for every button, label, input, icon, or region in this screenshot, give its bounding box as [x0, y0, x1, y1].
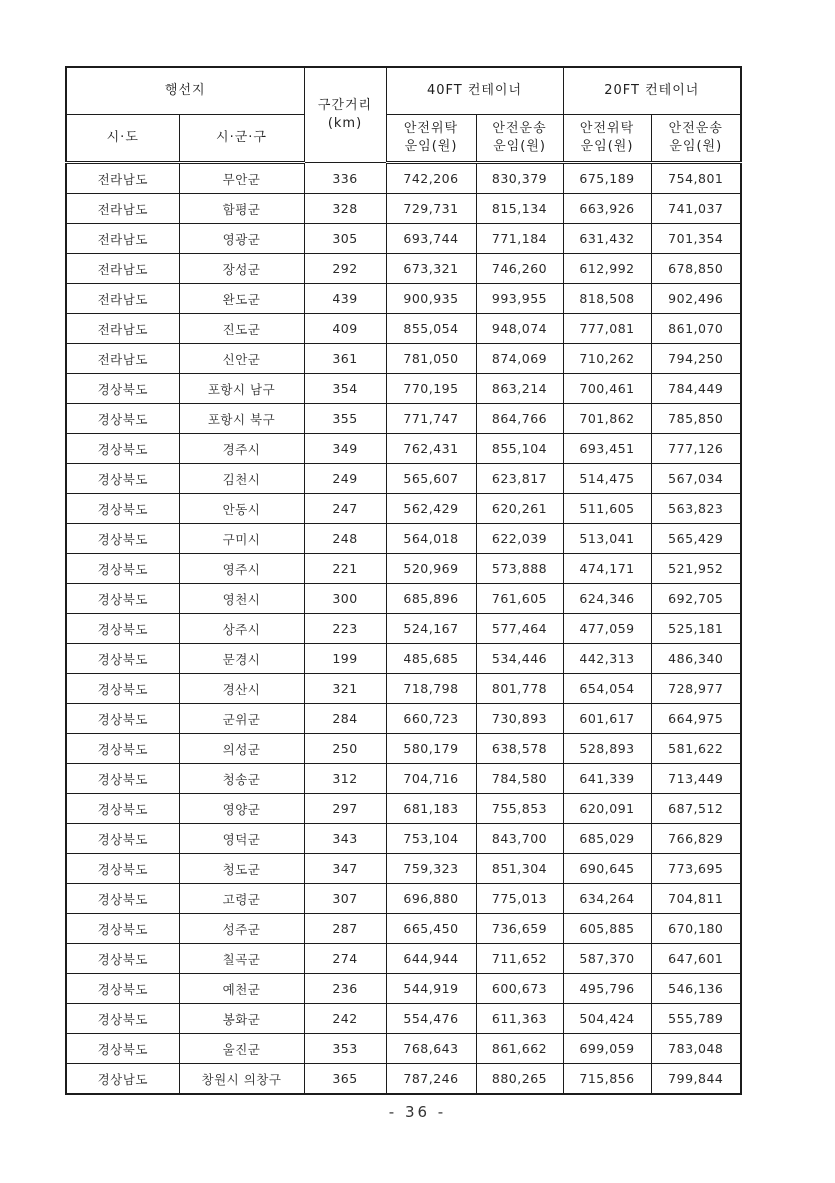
- cell-20ft-transport-fare: 777,126: [651, 434, 741, 464]
- cell-40ft-transport-fare: 784,580: [476, 764, 563, 794]
- cell-distance-km: 307: [304, 884, 386, 914]
- table-row: [66, 944, 741, 974]
- table-row: [66, 974, 741, 1004]
- cell-20ft-transport-fare: 861,070: [651, 314, 741, 344]
- cell-20ft-transport-fare: 902,496: [651, 284, 741, 314]
- cell-20ft-transport-fare: 546,136: [651, 974, 741, 1004]
- cell-distance-km: 349: [304, 434, 386, 464]
- cell-40ft-consign-fare: 644,944: [386, 944, 476, 974]
- cell-40ft-transport-fare: 600,673: [476, 974, 563, 1004]
- cell-40ft-consign-fare: 742,206: [386, 163, 476, 194]
- cell-20ft-consign-fare: 663,926: [563, 194, 651, 224]
- cell-district: 안동시: [179, 494, 304, 524]
- header-province: 시·도: [66, 115, 179, 163]
- cell-40ft-transport-fare: 611,363: [476, 1004, 563, 1034]
- cell-district: 무안군: [179, 163, 304, 194]
- cell-district: 의성군: [179, 734, 304, 764]
- cell-20ft-consign-fare: 700,461: [563, 374, 651, 404]
- cell-distance-km: 328: [304, 194, 386, 224]
- cell-district: 상주시: [179, 614, 304, 644]
- table-row: [66, 584, 741, 614]
- cell-40ft-consign-fare: 781,050: [386, 344, 476, 374]
- table-row: [66, 1064, 741, 1095]
- table-row: [66, 314, 741, 344]
- cell-20ft-consign-fare: 690,645: [563, 854, 651, 884]
- header-distance-line2: (km): [327, 116, 363, 131]
- cell-district: 진도군: [179, 314, 304, 344]
- cell-40ft-consign-fare: 544,919: [386, 974, 476, 1004]
- cell-province: 전라남도: [66, 224, 179, 254]
- cell-district: 청도군: [179, 854, 304, 884]
- cell-province: 전라남도: [66, 314, 179, 344]
- cell-20ft-transport-fare: 521,952: [651, 554, 741, 584]
- cell-20ft-transport-fare: 555,789: [651, 1004, 741, 1034]
- header-20ft-consign-fare: [563, 115, 651, 163]
- cell-distance-km: 361: [304, 344, 386, 374]
- cell-province: 경상북도: [66, 374, 179, 404]
- cell-40ft-transport-fare: 948,074: [476, 314, 563, 344]
- cell-distance-km: 355: [304, 404, 386, 434]
- table-row: [66, 674, 741, 704]
- cell-province: 전라남도: [66, 284, 179, 314]
- cell-20ft-consign-fare: 701,862: [563, 404, 651, 434]
- cell-distance-km: 250: [304, 734, 386, 764]
- cell-distance-km: 300: [304, 584, 386, 614]
- cell-20ft-consign-fare: 624,346: [563, 584, 651, 614]
- cell-distance-km: 312: [304, 764, 386, 794]
- table-row: [66, 434, 741, 464]
- cell-province: 경상북도: [66, 914, 179, 944]
- cell-20ft-transport-fare: 754,801: [651, 163, 741, 194]
- cell-province: 전라남도: [66, 344, 179, 374]
- cell-40ft-transport-fare: 815,134: [476, 194, 563, 224]
- table-row: [66, 704, 741, 734]
- cell-40ft-transport-fare: 830,379: [476, 163, 563, 194]
- table-row: [66, 554, 741, 584]
- cell-province: 경상북도: [66, 464, 179, 494]
- cell-distance-km: 365: [304, 1064, 386, 1095]
- cell-distance-km: 409: [304, 314, 386, 344]
- table-row: [66, 794, 741, 824]
- cell-40ft-transport-fare: 711,652: [476, 944, 563, 974]
- cell-district: 김천시: [179, 464, 304, 494]
- cell-20ft-transport-fare: 678,850: [651, 254, 741, 284]
- cell-province: 경상북도: [66, 734, 179, 764]
- cell-20ft-consign-fare: 477,059: [563, 614, 651, 644]
- header-destination: 행선지: [66, 67, 304, 115]
- cell-20ft-transport-fare: 701,354: [651, 224, 741, 254]
- cell-province: 경상북도: [66, 974, 179, 1004]
- cell-40ft-consign-fare: 520,969: [386, 554, 476, 584]
- table-row: [66, 764, 741, 794]
- cell-distance-km: 354: [304, 374, 386, 404]
- cell-40ft-transport-fare: 577,464: [476, 614, 563, 644]
- cell-distance-km: 305: [304, 224, 386, 254]
- cell-40ft-transport-fare: 622,039: [476, 524, 563, 554]
- cell-20ft-transport-fare: 741,037: [651, 194, 741, 224]
- cell-distance-km: 284: [304, 704, 386, 734]
- cell-20ft-consign-fare: 601,617: [563, 704, 651, 734]
- cell-20ft-consign-fare: 620,091: [563, 794, 651, 824]
- cell-20ft-transport-fare: 783,048: [651, 1034, 741, 1064]
- cell-distance-km: 223: [304, 614, 386, 644]
- cell-20ft-consign-fare: 474,171: [563, 554, 651, 584]
- cell-distance-km: 287: [304, 914, 386, 944]
- cell-distance-km: 247: [304, 494, 386, 524]
- cell-province: 경상북도: [66, 524, 179, 554]
- cell-40ft-transport-fare: 843,700: [476, 824, 563, 854]
- table-row: [66, 284, 741, 314]
- cell-40ft-transport-fare: 864,766: [476, 404, 563, 434]
- table-row: [66, 224, 741, 254]
- cell-20ft-consign-fare: 442,313: [563, 644, 651, 674]
- cell-district: 구미시: [179, 524, 304, 554]
- cell-20ft-consign-fare: 818,508: [563, 284, 651, 314]
- cell-distance-km: 199: [304, 644, 386, 674]
- cell-district: 영주시: [179, 554, 304, 584]
- cell-distance-km: 274: [304, 944, 386, 974]
- cell-40ft-consign-fare: 762,431: [386, 434, 476, 464]
- table-row: [66, 734, 741, 764]
- table-row: [66, 524, 741, 554]
- cell-20ft-consign-fare: 699,059: [563, 1034, 651, 1064]
- cell-20ft-consign-fare: 715,856: [563, 1064, 651, 1095]
- cell-20ft-consign-fare: 641,339: [563, 764, 651, 794]
- cell-20ft-consign-fare: 612,992: [563, 254, 651, 284]
- cell-40ft-consign-fare: 580,179: [386, 734, 476, 764]
- table-row: [66, 1004, 741, 1034]
- cell-district: 경산시: [179, 674, 304, 704]
- cell-20ft-consign-fare: 631,432: [563, 224, 651, 254]
- cell-district: 문경시: [179, 644, 304, 674]
- cell-20ft-consign-fare: 514,475: [563, 464, 651, 494]
- header-distance: [304, 67, 386, 163]
- cell-40ft-transport-fare: 874,069: [476, 344, 563, 374]
- table-row: [66, 194, 741, 224]
- cell-distance-km: 347: [304, 854, 386, 884]
- cell-20ft-consign-fare: 504,424: [563, 1004, 651, 1034]
- cell-province: 경상북도: [66, 884, 179, 914]
- cell-40ft-consign-fare: 771,747: [386, 404, 476, 434]
- header-transport-line1: 안전운송: [492, 121, 547, 137]
- header-distance-line1: 구간거리: [317, 98, 373, 114]
- table-body: [66, 163, 741, 1095]
- cell-district: 포항시 북구: [179, 404, 304, 434]
- cell-40ft-transport-fare: 620,261: [476, 494, 563, 524]
- cell-province: 경상북도: [66, 944, 179, 974]
- cell-40ft-consign-fare: 900,935: [386, 284, 476, 314]
- header-row-groups: [66, 67, 741, 115]
- cell-province: 경상북도: [66, 494, 179, 524]
- cell-20ft-consign-fare: 693,451: [563, 434, 651, 464]
- cell-20ft-transport-fare: 664,975: [651, 704, 741, 734]
- cell-20ft-consign-fare: 587,370: [563, 944, 651, 974]
- cell-40ft-transport-fare: 755,853: [476, 794, 563, 824]
- cell-40ft-transport-fare: 993,955: [476, 284, 563, 314]
- table-row: [66, 344, 741, 374]
- cell-district: 울진군: [179, 1034, 304, 1064]
- cell-district: 완도군: [179, 284, 304, 314]
- header-consign-line1: 안전위탁: [403, 121, 459, 137]
- cell-province: 경상북도: [66, 704, 179, 734]
- cell-district: 경주시: [179, 434, 304, 464]
- cell-40ft-transport-fare: 863,214: [476, 374, 563, 404]
- cell-district: 포항시 남구: [179, 374, 304, 404]
- cell-40ft-consign-fare: 562,429: [386, 494, 476, 524]
- cell-20ft-transport-fare: 670,180: [651, 914, 741, 944]
- cell-40ft-transport-fare: 861,662: [476, 1034, 563, 1064]
- cell-province: 경상북도: [66, 674, 179, 704]
- header-consign-line2: 운임(원): [580, 139, 634, 154]
- header-20ft-transport-fare: [651, 115, 741, 163]
- cell-40ft-transport-fare: 851,304: [476, 854, 563, 884]
- cell-40ft-consign-fare: 564,018: [386, 524, 476, 554]
- cell-district: 영덕군: [179, 824, 304, 854]
- cell-district: 청송군: [179, 764, 304, 794]
- cell-distance-km: 249: [304, 464, 386, 494]
- cell-40ft-consign-fare: 718,798: [386, 674, 476, 704]
- cell-province: 경상북도: [66, 794, 179, 824]
- cell-20ft-consign-fare: 675,189: [563, 163, 651, 194]
- cell-40ft-consign-fare: 787,246: [386, 1064, 476, 1095]
- cell-province: 경상북도: [66, 824, 179, 854]
- cell-district: 영천시: [179, 584, 304, 614]
- cell-province: 경상북도: [66, 554, 179, 584]
- cell-40ft-consign-fare: 768,643: [386, 1034, 476, 1064]
- table-row: [66, 374, 741, 404]
- cell-distance-km: 353: [304, 1034, 386, 1064]
- cell-district: 영양군: [179, 794, 304, 824]
- header-row-subcolumns: [66, 115, 741, 163]
- cell-district: 군위군: [179, 704, 304, 734]
- cell-district: 신안군: [179, 344, 304, 374]
- cell-distance-km: 439: [304, 284, 386, 314]
- cell-40ft-transport-fare: 880,265: [476, 1064, 563, 1095]
- cell-20ft-transport-fare: 799,844: [651, 1064, 741, 1095]
- cell-40ft-transport-fare: 623,817: [476, 464, 563, 494]
- table-row: [66, 824, 741, 854]
- header-transport-line2: 운임(원): [669, 139, 723, 154]
- cell-20ft-transport-fare: 647,601: [651, 944, 741, 974]
- cell-40ft-transport-fare: 573,888: [476, 554, 563, 584]
- cell-40ft-transport-fare: 736,659: [476, 914, 563, 944]
- table-row: [66, 254, 741, 284]
- cell-district: 장성군: [179, 254, 304, 284]
- cell-20ft-transport-fare: 565,429: [651, 524, 741, 554]
- cell-40ft-transport-fare: 855,104: [476, 434, 563, 464]
- cell-distance-km: 292: [304, 254, 386, 284]
- cell-district: 창원시 의창구: [179, 1064, 304, 1095]
- cell-20ft-transport-fare: 785,850: [651, 404, 741, 434]
- cell-40ft-transport-fare: 638,578: [476, 734, 563, 764]
- cell-province: 경상북도: [66, 614, 179, 644]
- cell-province: 전라남도: [66, 163, 179, 194]
- cell-40ft-consign-fare: 704,716: [386, 764, 476, 794]
- cell-40ft-consign-fare: 673,321: [386, 254, 476, 284]
- cell-province: 경상남도: [66, 1064, 179, 1095]
- cell-20ft-transport-fare: 773,695: [651, 854, 741, 884]
- cell-20ft-transport-fare: 713,449: [651, 764, 741, 794]
- cell-province: 전라남도: [66, 254, 179, 284]
- cell-province: 전라남도: [66, 194, 179, 224]
- cell-20ft-transport-fare: 567,034: [651, 464, 741, 494]
- cell-40ft-consign-fare: 485,685: [386, 644, 476, 674]
- table-row: [66, 163, 741, 194]
- table-row: [66, 404, 741, 434]
- header-40ft-transport-fare: [476, 115, 563, 163]
- cell-district: 성주군: [179, 914, 304, 944]
- cell-district: 고령군: [179, 884, 304, 914]
- cell-province: 경상북도: [66, 644, 179, 674]
- cell-40ft-transport-fare: 801,778: [476, 674, 563, 704]
- cell-20ft-transport-fare: 784,449: [651, 374, 741, 404]
- cell-province: 경상북도: [66, 584, 179, 614]
- cell-20ft-transport-fare: 563,823: [651, 494, 741, 524]
- cell-20ft-consign-fare: 777,081: [563, 314, 651, 344]
- header-40ft-consign-fare: [386, 115, 476, 163]
- cell-40ft-consign-fare: 524,167: [386, 614, 476, 644]
- cell-40ft-consign-fare: 681,183: [386, 794, 476, 824]
- cell-distance-km: 336: [304, 163, 386, 194]
- cell-20ft-transport-fare: 486,340: [651, 644, 741, 674]
- header-40ft-container: 40FT 컨테이너: [386, 67, 563, 115]
- cell-distance-km: 236: [304, 974, 386, 1004]
- cell-20ft-transport-fare: 687,512: [651, 794, 741, 824]
- header-consign-line1: 안전위탁: [579, 121, 635, 137]
- cell-40ft-consign-fare: 770,195: [386, 374, 476, 404]
- cell-40ft-consign-fare: 565,607: [386, 464, 476, 494]
- table-row: [66, 644, 741, 674]
- cell-40ft-consign-fare: 554,476: [386, 1004, 476, 1034]
- table-row: [66, 614, 741, 644]
- table-row: [66, 854, 741, 884]
- header-transport-line2: 운임(원): [493, 139, 546, 154]
- cell-20ft-transport-fare: 794,250: [651, 344, 741, 374]
- table-header: [66, 67, 741, 163]
- cell-province: 경상북도: [66, 404, 179, 434]
- cell-40ft-consign-fare: 753,104: [386, 824, 476, 854]
- cell-distance-km: 321: [304, 674, 386, 704]
- table-row: [66, 884, 741, 914]
- cell-20ft-transport-fare: 692,705: [651, 584, 741, 614]
- cell-20ft-transport-fare: 525,181: [651, 614, 741, 644]
- cell-40ft-transport-fare: 775,013: [476, 884, 563, 914]
- cell-province: 경상북도: [66, 1034, 179, 1064]
- cell-distance-km: 297: [304, 794, 386, 824]
- cell-20ft-consign-fare: 710,262: [563, 344, 651, 374]
- table-row: [66, 1034, 741, 1064]
- cell-distance-km: 221: [304, 554, 386, 584]
- cell-province: 경상북도: [66, 854, 179, 884]
- header-20ft-container: 20FT 컨테이너: [563, 67, 741, 115]
- cell-20ft-consign-fare: 634,264: [563, 884, 651, 914]
- cell-40ft-consign-fare: 685,896: [386, 584, 476, 614]
- cell-40ft-consign-fare: 696,880: [386, 884, 476, 914]
- header-consign-line2: 운임(원): [404, 139, 458, 154]
- cell-40ft-consign-fare: 855,054: [386, 314, 476, 344]
- cell-40ft-consign-fare: 660,723: [386, 704, 476, 734]
- cell-20ft-consign-fare: 513,041: [563, 524, 651, 554]
- cell-district: 칠곡군: [179, 944, 304, 974]
- cell-district: 영광군: [179, 224, 304, 254]
- cell-40ft-transport-fare: 761,605: [476, 584, 563, 614]
- cell-province: 경상북도: [66, 1004, 179, 1034]
- cell-40ft-transport-fare: 771,184: [476, 224, 563, 254]
- cell-40ft-transport-fare: 730,893: [476, 704, 563, 734]
- table-row: [66, 914, 741, 944]
- cell-20ft-consign-fare: 495,796: [563, 974, 651, 1004]
- page-number: - 36 -: [388, 1103, 447, 1121]
- cell-40ft-consign-fare: 759,323: [386, 854, 476, 884]
- cell-province: 경상북도: [66, 764, 179, 794]
- cell-40ft-consign-fare: 693,744: [386, 224, 476, 254]
- cell-district: 봉화군: [179, 1004, 304, 1034]
- cell-40ft-transport-fare: 746,260: [476, 254, 563, 284]
- cell-20ft-consign-fare: 511,605: [563, 494, 651, 524]
- cell-distance-km: 242: [304, 1004, 386, 1034]
- table-row: [66, 494, 741, 524]
- cell-20ft-consign-fare: 654,054: [563, 674, 651, 704]
- cell-distance-km: 343: [304, 824, 386, 854]
- cell-20ft-transport-fare: 704,811: [651, 884, 741, 914]
- cell-20ft-transport-fare: 728,977: [651, 674, 741, 704]
- cell-district: 함평군: [179, 194, 304, 224]
- table-row: [66, 464, 741, 494]
- cell-distance-km: 248: [304, 524, 386, 554]
- header-district: 시·군·구: [179, 115, 304, 163]
- cell-40ft-consign-fare: 665,450: [386, 914, 476, 944]
- container-fare-table: [65, 66, 742, 1095]
- cell-province: 경상북도: [66, 434, 179, 464]
- cell-20ft-consign-fare: 528,893: [563, 734, 651, 764]
- cell-20ft-transport-fare: 766,829: [651, 824, 741, 854]
- cell-district: 예천군: [179, 974, 304, 1004]
- header-transport-line1: 안전운송: [668, 121, 723, 137]
- cell-20ft-consign-fare: 605,885: [563, 914, 651, 944]
- cell-20ft-consign-fare: 685,029: [563, 824, 651, 854]
- cell-40ft-transport-fare: 534,446: [476, 644, 563, 674]
- cell-40ft-consign-fare: 729,731: [386, 194, 476, 224]
- cell-20ft-transport-fare: 581,622: [651, 734, 741, 764]
